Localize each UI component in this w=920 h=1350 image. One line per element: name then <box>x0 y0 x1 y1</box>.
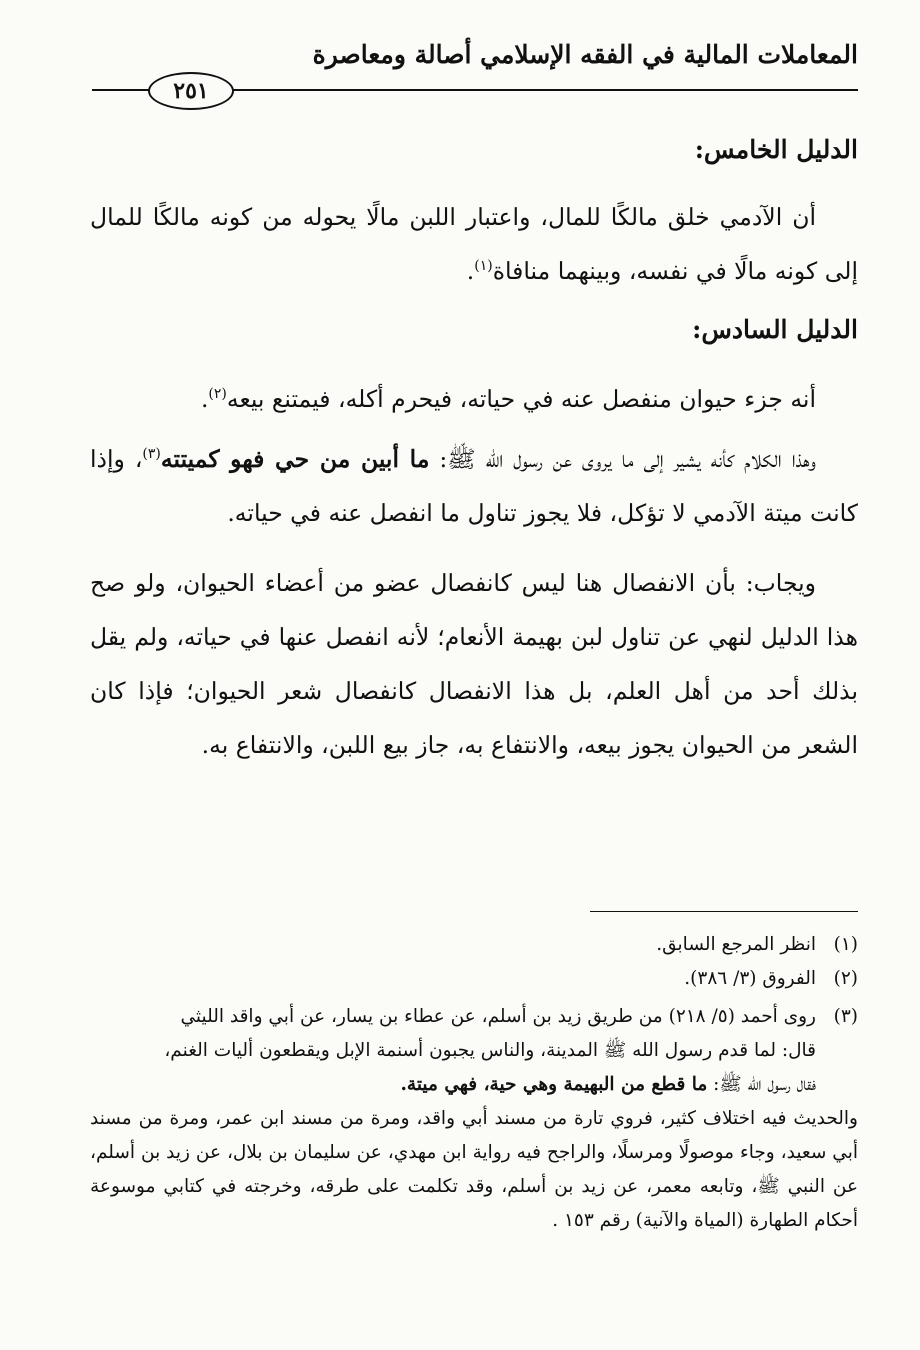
paragraph-sixth-evidence <box>90 372 858 426</box>
footnote-2 <box>90 962 858 996</box>
footnote-number: (١) <box>833 934 858 955</box>
footnote-1 <box>90 928 858 962</box>
footnote-3 <box>90 1000 858 1034</box>
footnote-number: (٣) <box>833 1006 858 1027</box>
footnote-3-continuation: والحديث فيه اختلاف كثير، فروي تارة من مسند أبي واقد، ومرة من مسند ابن عمر، ومرة من مسند أبي سعيد، وجاء موصولًا ومرسلًا، والراجح فيه رواية ابن مهدي، عن سليمان بن بلال، عن زيد بن أسلم، عن النبي ﷺ، وتابعه معمر، عن زيد بن أسلم، وقد تكلمت على طرقه، وخرجته في كتابي موسوعة أحكام الطهارة (المياة والآنية) رقم ١٥٣ . <box>90 1108 858 1231</box>
footnote-text: الفروق (٣/ ٣٨٦). <box>684 968 816 989</box>
hadith-quote: ما أبين من حي فهو كميتته <box>160 445 430 473</box>
heading-fifth-evidence: الدليل الخامس: <box>694 135 858 164</box>
footnote-ref-2: (٢) <box>208 386 227 403</box>
paragraph-text: أنه جزء حيوان منفصل عنه في حياته، فيحرم أكله، فيمتنع بيعه <box>226 385 816 413</box>
heading-sixth-evidence: الدليل السادس: <box>692 315 858 344</box>
footnote-ref-3: (٣) <box>142 446 161 463</box>
page-number: ٢٥١ <box>148 72 234 110</box>
paragraph-end: . <box>466 257 475 285</box>
paragraph-fifth-evidence <box>90 190 858 298</box>
hadith-quote: ما قطع من البهيمة وهي حية، فهي ميتة. <box>400 1074 708 1095</box>
footnotes <box>90 928 858 1238</box>
paragraph-hadith-reference <box>90 432 858 540</box>
footnote-text: روى أحمد (٥/ ٢١٨) من طريق زيد بن أسلم، عن عطاء بن يسار، عن أبي واقد الليثي <box>180 1006 816 1027</box>
footnote-3-line-3 <box>90 1068 858 1102</box>
footnote-number: (٢) <box>833 968 858 989</box>
footnote-text: فقال رسول الله ﷺ: <box>707 1074 816 1095</box>
paragraph-text: أن الآدمي خلق مالكًا للمال، واعتبار اللبن مالًا يحوله من كونه مالكًا للمال إلى كونه مالًا في نفسه، وبينهما منافاة <box>90 203 858 285</box>
paragraph-text: وهذا الكلام كأنه يشير إلى ما يروى عن رسول الله ﷺ: <box>429 445 816 473</box>
footnote-rule <box>590 911 858 912</box>
running-title: المعاملات المالية في الفقه الإسلامي أصالة ومعاصرة <box>312 40 858 69</box>
paragraph-text-cont: ، وإذا كانت ميتة الآدمي لا تؤكل، فلا يجوز تناول ما انفصل عنه في حياته. <box>90 445 858 527</box>
paragraph-end: . <box>200 385 209 413</box>
main-text <box>90 128 858 772</box>
footnote-3-line-2: قال: لما قدم رسول الله ﷺ المدينة، والناس يجبون أسنمة الإبل ويقطعون أليات الغنم، <box>164 1040 816 1061</box>
footnote-ref-1: (١) <box>474 258 493 275</box>
footnote-text: انظر المرجع السابق. <box>656 934 816 955</box>
paragraph-response: ويجاب: بأن الانفصال هنا ليس كانفصال عضو من أعضاء الحيوان، ولو صح هذا الدليل لنهي عن تناول لبن بهيمة الأنعام؛ لأنه انفصل عنها في حياته، ولم يقل بذلك أحد من أهل العلم، بل هذا الانفصال كانفصال شعر الحيوان؛ فإذا كان الشعر من الحيوان يجوز بيعه، والانتفاع به، جاز بيع اللبن، والانتفاع به. <box>90 569 858 759</box>
